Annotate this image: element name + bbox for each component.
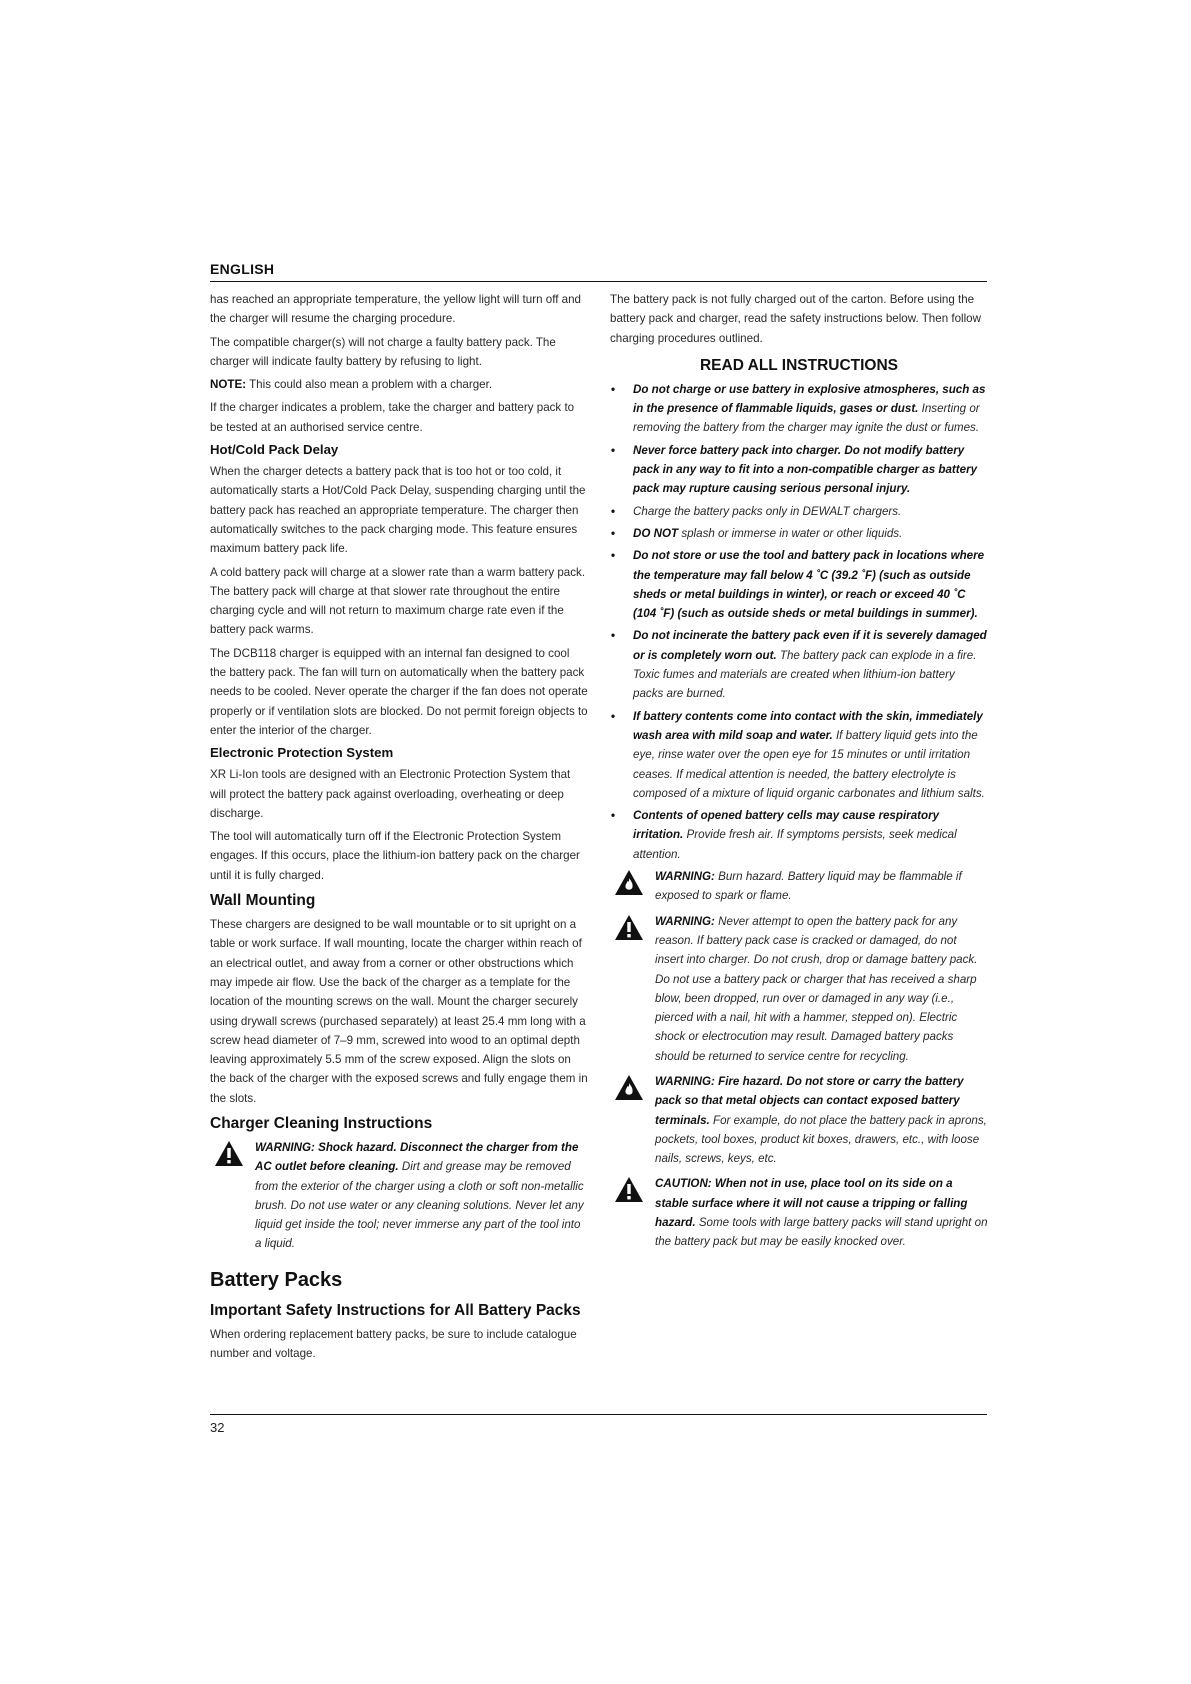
list-item: • Do not charge or use battery in explosive atmospheres, such as in the presence of flammable liquids, gases or dust. Inserting or removing the battery from the charger may ignite the dust or fumes. <box>611 382 986 435</box>
safety-bullet-list <box>610 380 988 864</box>
heading-important-safety-instructions: Important Safety Instructions for All Battery Packs <box>210 1301 581 1319</box>
paragraph: When the charger detects a battery pack that is too hot or too cold, it automatically starts a Hot/Cold Pack Delay, suspending charging until the battery pack has reached an appropriate temperature. The charger then automatically switches to the pack charging mode. This feature ensures maximum battery pack life. <box>210 465 586 556</box>
right-column <box>610 290 988 1258</box>
paragraph: has reached an appropriate temperature, the yellow light will turn off and the charger will resume the charging procedure. <box>210 293 582 326</box>
list-item: • Contents of opened battery cells may cause respiratory irritation. Provide fresh air. If symptoms persists, seek medical attention. <box>611 809 957 861</box>
page-number: 32 <box>210 1420 225 1435</box>
paragraph: The DCB118 charger is equipped with an internal fan designed to cool the battery pack. The fan will turn on automatically when the battery pack needs to be cooled. Never operate the charger if the fan does not operate properly or if ventilation slots are blocked. Do not permit foreign objects to enter the interior of the charger. <box>210 646 588 737</box>
paragraph: The tool will automatically turn off if the Electronic Protection System engages. If this occurs, place the lithium-ion battery pack on the charger until it is fully charged. <box>210 830 580 882</box>
list-item: • Do not store or use the tool and battery pack in locations where the temperature may fall below 4 ˚C (39.2 ˚F) (such as outside sheds or metal buildings in winter), or reach or exceed 40 ˚C (104 ˚F) (such as outside sheds or metal buildings in summer). <box>611 549 985 621</box>
list-item: • Charge the battery packs only in DEWALT chargers. <box>611 504 902 518</box>
warning-block: CAUTION: When not in use, place tool on its side on a stable surface where it will not cause a tripping or falling hazard. Some tools with large battery packs will stand upright on the battery pack but may be easily knocked over. <box>610 1174 988 1251</box>
warning-triangle-icon <box>214 1140 244 1167</box>
list-item: • Do not incinerate the battery pack even if it is severely damaged or is completely worn out. The battery pack can explode in a fire. Toxic fumes and materials are created when lithium-ion battery packs are burned. <box>611 629 987 701</box>
warning-block: WARNING: Fire hazard. Do not store or carry the battery pack so that metal objects can contact exposed battery terminals. For example, do not place the battery pack in aprons, pockets, tool boxes, product kit boxes, drawers, etc., with loose nails, screws, keys, etc. <box>610 1072 988 1168</box>
note <box>210 375 588 394</box>
left-column <box>210 290 588 1367</box>
header-rule <box>210 281 987 282</box>
warning-text: Dirt and grease may be removed from the exterior of the charger using a cloth or soft non-metallic brush. Do not use water or any cleaning solutions. Never let any liquid get inside the tool; never immerse any part of the tool into a liquid. <box>255 1160 584 1251</box>
warning-block <box>210 1138 588 1254</box>
heading-hot-cold-pack-delay: Hot/Cold Pack Delay <box>210 442 339 458</box>
note-label: NOTE: <box>210 378 247 392</box>
warning-block: WARNING: Burn hazard. Battery liquid may be flammable if exposed to spark or flame. <box>610 867 988 906</box>
footer-rule <box>210 1414 987 1415</box>
warning-triangle-icon <box>614 914 644 941</box>
section-language-label: ENGLISH <box>210 261 275 277</box>
paragraph: XR Li-Ion tools are designed with an Electronic Protection System that will protect the battery pack against overloading, overheating or deep discharge. <box>210 768 571 820</box>
paragraph: These chargers are designed to be wall mountable or to sit upright on a table or work surface. If wall mounting, locate the charger within reach of an electrical outlet, and away from a corner or other obstructions which may impede air flow. Use the back of the charger as a template for the location of the mounting screws on the wall. Mount the charger securely using drywall screws (purchased separately) at least 25.4 mm long with a screw head diameter of 7–9 mm, screwed into wood to an optimal depth leaving approximately 5.5 mm of the screw exposed. Align the slots on the back of the charger with the exposed screws and fully engage them in the slots. <box>210 918 588 1105</box>
paragraph: When ordering replacement battery packs, be sure to include catalogue number and voltage. <box>210 1327 577 1361</box>
heading-wall-mounting: Wall Mounting <box>210 892 316 910</box>
warning-block: WARNING: Never attempt to open the battery pack for any reason. If battery pack case is cracked or damaged, do not insert into charger. Do not crush, drop or damage battery pack. Do not use a battery pack or charger that has received a sharp blow, been dropped, run over or damaged in any way (i.e., pierced with a nail, hit with a hammer, stepped on). Electric shock or electrocution may result. Damaged battery packs should be returned to service centre for recycling. <box>610 912 988 1066</box>
warning-bold-text: WARNING: Shock hazard. Disconnect the charger from the AC outlet before cleaning. <box>255 1140 579 1174</box>
paragraph: The compatible charger(s) will not charge a faulty battery pack. The charger will indicate faulty battery by refusing to light. <box>210 335 556 368</box>
heading-charger-cleaning: Charger Cleaning Instructions <box>210 1114 433 1132</box>
fire-warning-icon <box>614 1074 644 1101</box>
heading-battery-packs: Battery Packs <box>210 1268 343 1291</box>
heading-electronic-protection-system: Electronic Protection System <box>210 745 394 761</box>
list-item: • Never force battery pack into charger. Do not modify battery pack in any way to fit into a non-compatible charger as battery pack may rupture causing serious personal injury. <box>611 443 978 496</box>
heading-read-all-instructions: READ ALL INSTRUCTIONS <box>699 356 899 374</box>
list-item: • DO NOT splash or immerse in water or other liquids. <box>611 526 903 540</box>
paragraph: The battery pack is not fully charged out of the carton. Before using the battery pack and charger, read the safety instructions below. Then follow charging procedures outlined. <box>610 293 981 345</box>
note-text: This could also mean a problem with a charger. <box>246 378 493 392</box>
list-item: • If battery contents come into contact with the skin, immediately wash area with mild soap and water. If battery liquid gets into the eye, rinse water over the open eye for 15 minutes or until irritation ceases. If medical attention is needed, the battery electrolyte is composed of a mixture of liquid organic carbonates and lithium salts. <box>611 709 985 800</box>
fire-warning-icon <box>614 869 644 896</box>
paragraph: If the charger indicates a problem, take the charger and battery pack to be tested at an authorised service centre. <box>210 401 575 434</box>
paragraph: A cold battery pack will charge at a slower rate than a warm battery pack. The battery pack will charge at that slower rate throughout the entire charging cycle and will not return to maximum charge rate even if the battery pack warms. <box>210 565 586 637</box>
warning-triangle-icon <box>614 1176 644 1203</box>
